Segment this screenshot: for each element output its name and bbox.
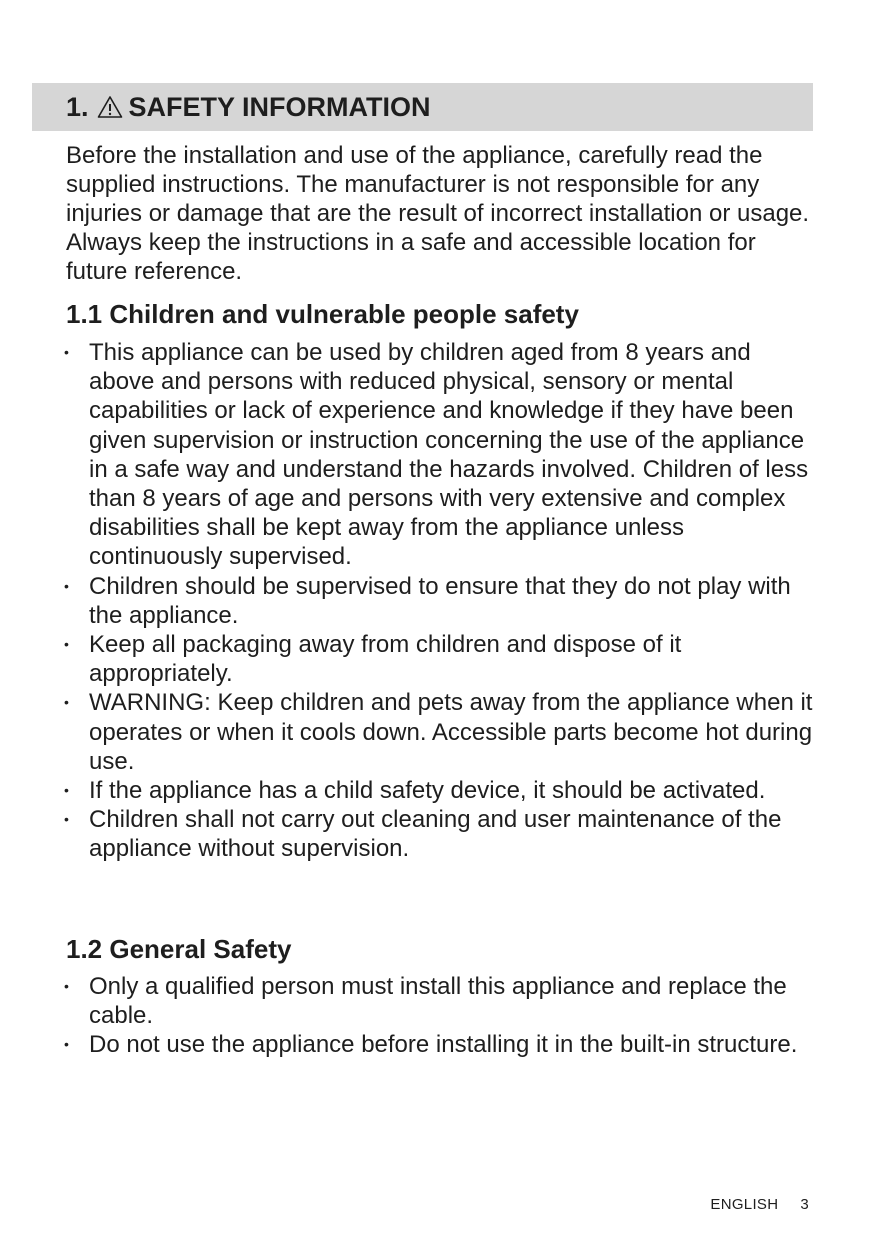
list-item: • Only a qualified person must install this appliance and replace the cable. — [64, 973, 787, 1030]
subsection-heading-children: 1.1 Children and vulnerable people safety — [66, 299, 579, 329]
footer-language: ENGLISH — [710, 1196, 779, 1213]
list-item: • WARNING: Keep children and pets away from the appliance when it operates or when it cools down. Accessible parts become hot during use. — [64, 689, 813, 775]
bullet-icon: • — [64, 577, 69, 594]
list-item: • This appliance can be used by children aged from 8 years and above and persons with reduced physical, sensory or mental capabilities or lack of experience and knowledge if they have been given supervision or instruction concerning the use of the appliance in a safe way and understand the hazards involved. Children of less than 8 years of age and persons with very extensive and complex disabilities shall be kept away from the appliance unless continuously supervised. — [64, 339, 809, 571]
page-number: 3 — [800, 1196, 809, 1213]
bullet-icon: • — [64, 1036, 69, 1053]
page-footer — [710, 1196, 809, 1213]
subsection-heading-general: 1.2 General Safety — [66, 934, 292, 964]
section-title — [66, 91, 431, 123]
list-item: • Children should be supervised to ensure that they do not play with the appliance. — [64, 572, 791, 629]
intro-paragraph: Before the installation and use of the appliance, carefully read the supplied instructions. The manufacturer is not responsible for any injuries or damage that are the result of incorrect installation or usage. Always keep the instructions in a safe and accessible location for future reference. — [66, 142, 810, 285]
list-item: • Keep all packaging away from children and dispose of it appropriately. — [64, 631, 682, 688]
section-title-text: SAFETY INFORMATION — [128, 92, 431, 122]
list-item: • If the appliance has a child safety device, it should be activated. — [64, 777, 766, 805]
bullet-icon: • — [64, 782, 69, 799]
warning-triangle-icon — [97, 95, 123, 119]
list-item: • Do not use the appliance before installing it in the built-in structure. — [64, 1031, 798, 1059]
general-safety-list — [60, 972, 816, 1060]
bullet-icon: • — [64, 978, 69, 994]
bullet-icon: • — [64, 694, 69, 711]
bullet-icon: • — [64, 344, 69, 360]
bullet-icon: • — [64, 636, 69, 653]
children-safety-list — [60, 338, 816, 864]
section-number: 1. — [66, 92, 89, 122]
bullet-icon: • — [64, 811, 69, 828]
list-item: • Children shall not carry out cleaning and user maintenance of the appliance without supervision. — [64, 806, 782, 863]
